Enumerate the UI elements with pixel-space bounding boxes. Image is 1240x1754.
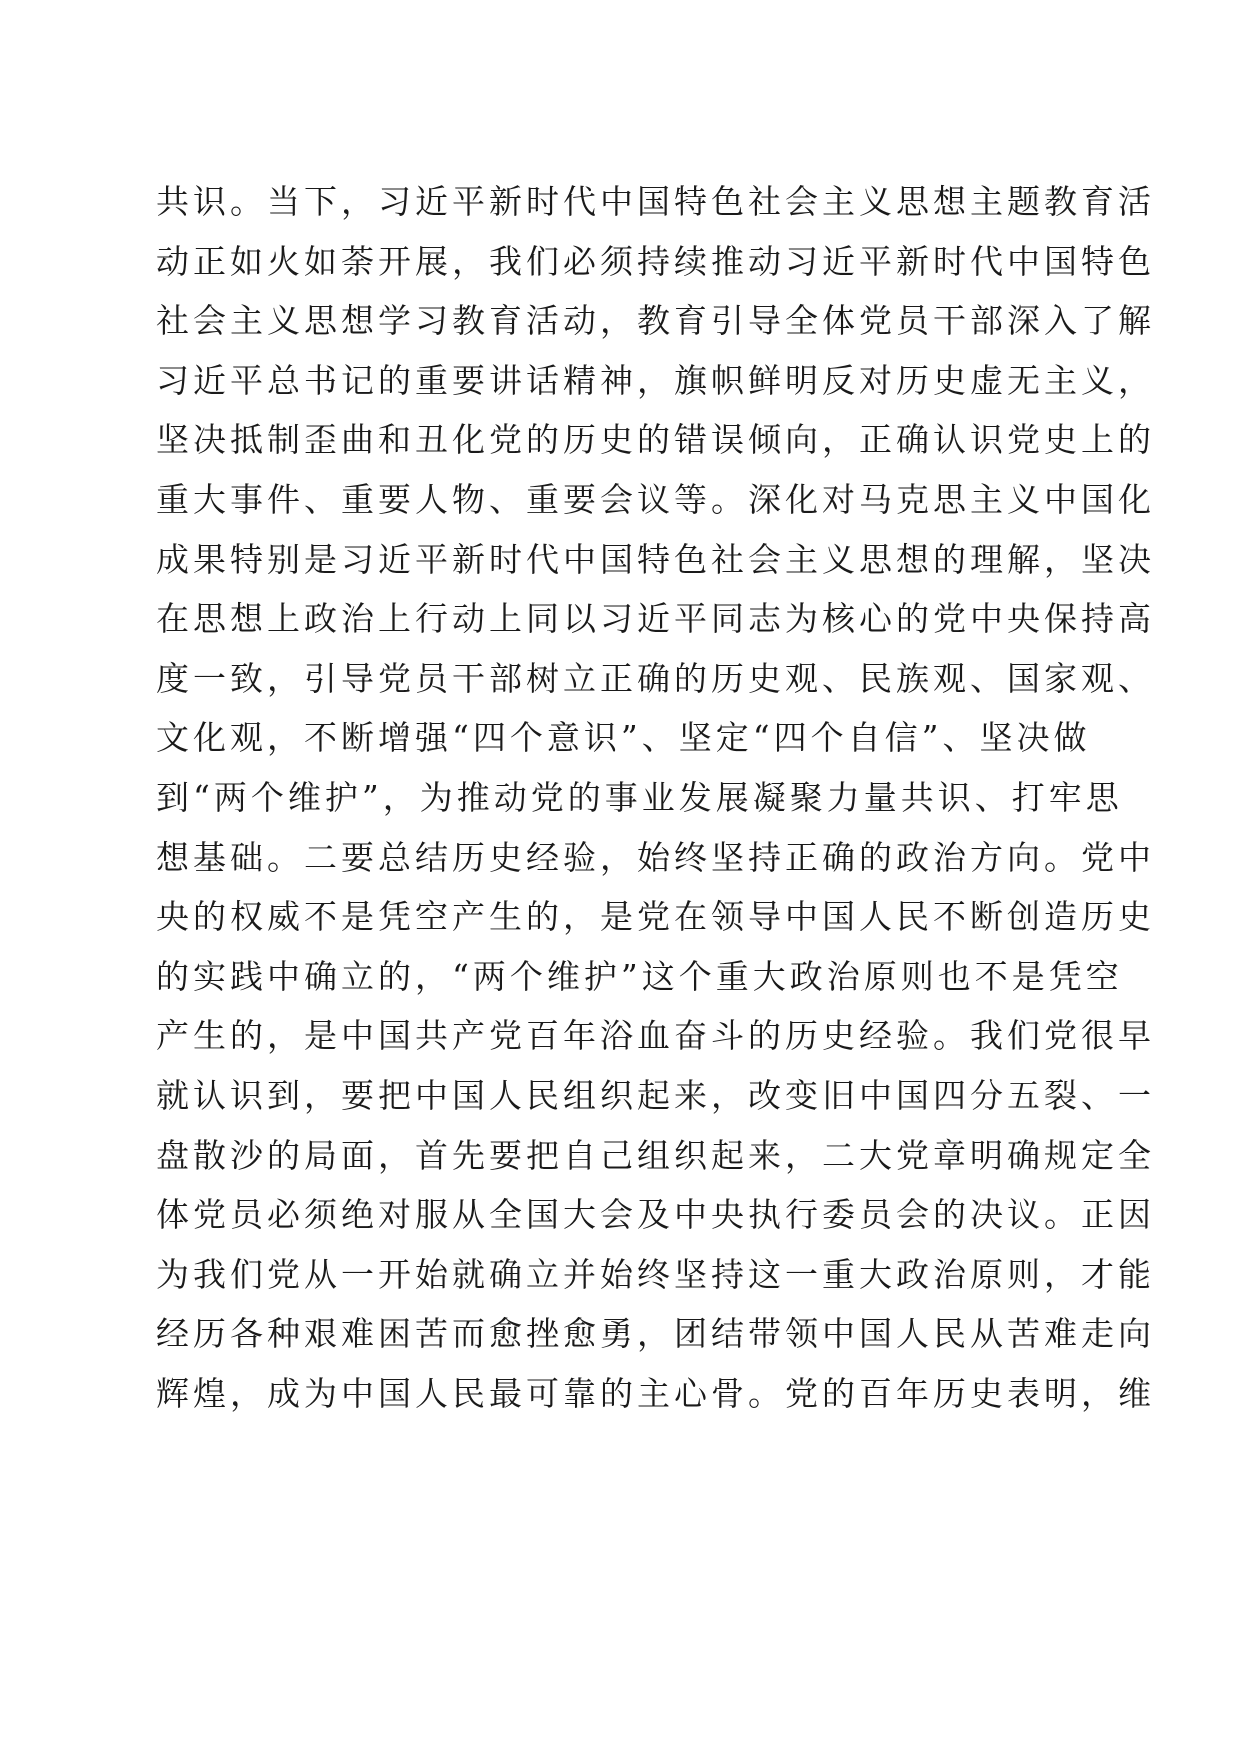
text-line: 辉煌，成为中国人民最可靠的主心骨。党的百年历史表明，维 <box>156 1373 1155 1413</box>
text-line: 经历各种艰难困苦而愈挫愈勇，团结带领中国人民从苦难走向 <box>156 1314 1155 1354</box>
text-line: 动正如火如荼开展，我们必须持续推动习近平新时代中国特色 <box>156 241 1155 281</box>
text-line: 为我们党从一开始就确立并始终坚持这一重大政治原则，才能 <box>156 1254 1155 1294</box>
text-line: 盘散沙的局面，首先要把自己组织起来，二大党章明确规定全 <box>156 1135 1155 1175</box>
text-line: 央的权威不是凭空产生的，是党在领导中国人民不断创造历史 <box>156 897 1155 937</box>
text-line: 的实践中确立的，“两个维护”这个重大政治原则也不是凭空 <box>156 956 1123 996</box>
body-paragraph <box>156 172 1155 1423</box>
text-line: 到“两个维护”，为推动党的事业发展凝聚力量共识、打牢思 <box>156 777 1123 817</box>
text-line: 就认识到，要把中国人民组织起来，改变旧中国四分五裂、一 <box>156 1075 1155 1115</box>
text-line: 坚决抵制歪曲和丑化党的历史的错误倾向，正确认识党史上的 <box>156 420 1155 460</box>
text-line: 共识。当下，习近平新时代中国特色社会主义思想主题教育活 <box>156 182 1155 221</box>
text-line: 习近平总书记的重要讲话精神，旗帜鲜明反对历史虚无主义， <box>156 360 1155 400</box>
text-line: 成果特别是习近平新时代中国特色社会主义思想的理解，坚决 <box>156 539 1155 579</box>
text-line: 文化观，不断增强“四个意识”、坚定“四个自信”、坚决做 <box>156 718 1091 758</box>
text-line: 重大事件、重要人物、重要会议等。深化对马克思主义中国化 <box>156 479 1155 519</box>
text-line: 想基础。二要总结历史经验，始终坚持正确的政治方向。党中 <box>156 837 1155 877</box>
text-line: 体党员必须绝对服从全国大会及中央执行委员会的决议。正因 <box>156 1195 1155 1235</box>
text-line: 在思想上政治上行动上同以习近平同志为核心的党中央保持高 <box>156 599 1155 639</box>
text-line: 度一致，引导党员干部树立正确的历史观、民族观、国家观、 <box>156 658 1155 698</box>
text-line: 产生的，是中国共产党百年浴血奋斗的历史经验。我们党很早 <box>156 1016 1155 1056</box>
text-line: 社会主义思想学习教育活动，教育引导全体党员干部深入了解 <box>156 301 1155 341</box>
